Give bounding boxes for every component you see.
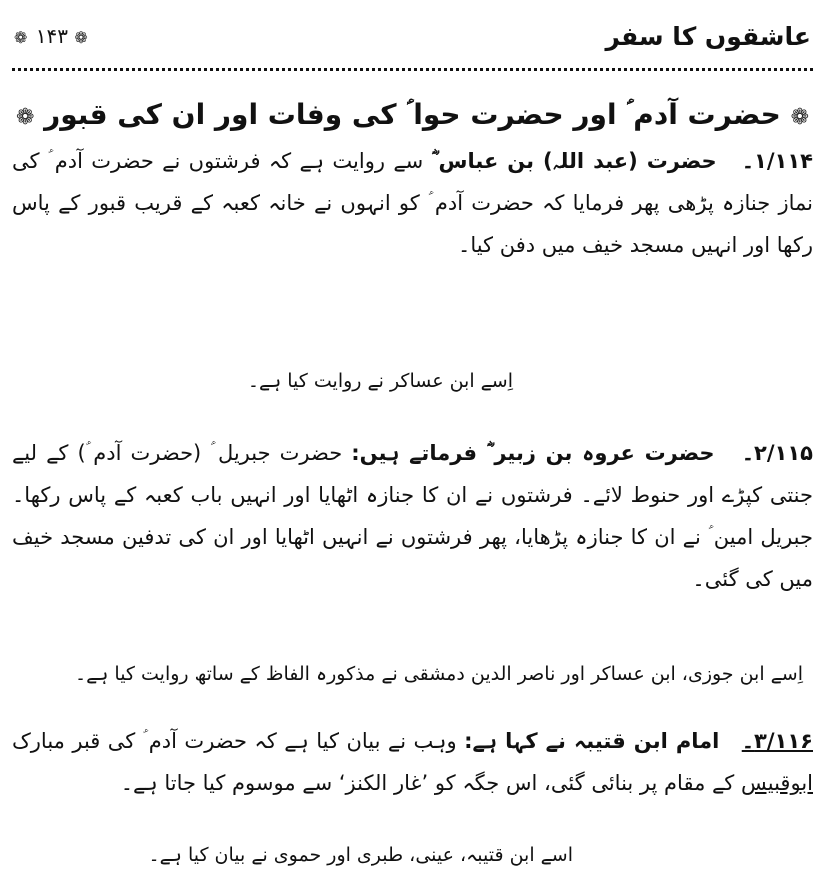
hadith-text: حضرت جبریل ؑ (حضرت آدم ؑ) کے لیے جنتی کپڑے اور حنوط لائے۔ فرشتوں نے ان کا جنازہ اٹھایا اور انہیں باب کعبہ کے پاس رکھا۔ جبریل امین ؑ نے ان کا جنازہ پڑھایا، پھر فرشتوں نے انہیں اٹھایا اور ان کی تدفین مسجد خیف میں کی گئی۔	[12, 441, 813, 591]
running-title: عاشقوں کا سفر	[605, 22, 811, 51]
flower-ornament-icon: ❁	[790, 105, 810, 130]
flower-ornament-icon: ❁	[15, 105, 35, 130]
header-divider	[12, 68, 813, 71]
hadith-text-continued: کے مقام پر بنائی گئی، اس جگہ کو ’غار الکنز‘ سے موسوم کیا جاتا ہے۔	[120, 771, 735, 795]
hadith-text: سے روایت ہے کہ فرشتوں نے حضرت آدم ؑ کی نماز جنازہ پڑھی پھر فرمایا کہ حضرت آدم ؑ کو انہوں نے خانہ کعبہ کے قریب قبور کے پاس رکھا اور انہیں مسجد خیف میں دفن کیا۔	[12, 149, 813, 257]
hadith-number: ۳/۱۱۶۔	[741, 729, 813, 753]
hadith-reference: اِسے ابن عساکر نے روایت کیا ہے۔	[247, 370, 513, 392]
chapter-title: حضرت آدم ؑ اور حضرت حوا ؑ کی وفات اور ان کی قبور	[44, 98, 781, 131]
hadith-narrator: حضرت عروہ بن زبیر ؓ فرماتے ہیں:	[351, 441, 715, 465]
hadith-paragraph	[12, 140, 813, 266]
hadith-paragraph	[12, 432, 813, 600]
hadith-text: وہب نے بیان کیا ہے کہ حضرت آدم ؑ کی قبر مبارک	[12, 729, 457, 753]
hadith-narrator: امام ابن قتیبہ نے کہا ہے:	[464, 729, 720, 753]
hadith-narrator: حضرت (عبد اللہ) بن عباس ؓ	[431, 149, 717, 173]
hadith-reference: اسے ابن قتیبہ، عینی، طبری اور حموی نے بیان کیا ہے۔	[148, 844, 573, 866]
chapter-heading	[10, 98, 815, 132]
hadith-paragraph	[12, 720, 813, 804]
hadith-number: ۲/۱۱۵۔	[741, 441, 813, 465]
flower-ornament-icon: ❁	[74, 28, 90, 47]
place-name: ابوقبیس	[740, 771, 813, 795]
running-header	[14, 20, 811, 60]
hadith-number: ۱/۱۱۴۔	[741, 149, 813, 173]
page-number: ۱۴۳	[35, 24, 68, 48]
page-number-box	[14, 24, 90, 48]
flower-ornament-icon: ❁	[14, 28, 30, 47]
hadith-reference: اِسے ابن جوزی، ابن عساکر اور ناصر الدین دمشقی نے مذکورہ الفاظ کے ساتھ روایت کیا ہے۔	[74, 663, 803, 685]
